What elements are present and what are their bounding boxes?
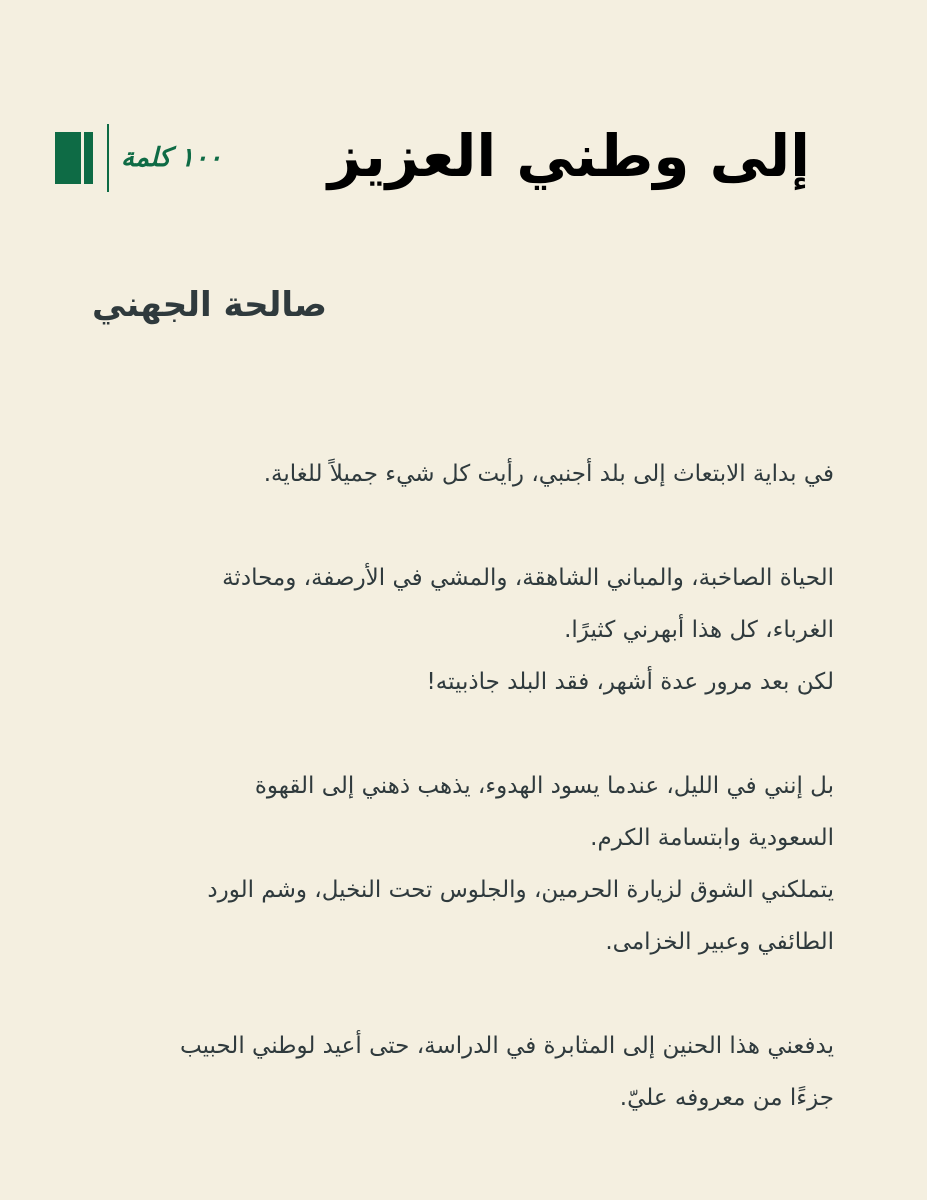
brand-logo bbox=[55, 120, 222, 196]
article-body bbox=[92, 448, 834, 1124]
body-line: الغرباء، كل هذا أبهرني كثيرًا. bbox=[564, 617, 834, 643]
body-line: يتملكني الشوق لزيارة الحرمين، والجلوس تحت النخيل، وشم الورد bbox=[207, 877, 834, 903]
body-line: الطائفي وعبير الخزامى. bbox=[605, 929, 834, 955]
brand-divider bbox=[107, 124, 109, 192]
body-line: الحياة الصاخبة، والمباني الشاهقة، والمشي في الأرصفة، ومحادثة bbox=[222, 565, 834, 591]
body-line: جزءًا من معروفه عليّ. bbox=[619, 1085, 834, 1111]
article-title: إلى وطني العزيز bbox=[327, 122, 810, 190]
brand-label: ١٠٠ كلمة bbox=[121, 143, 222, 173]
header bbox=[55, 110, 835, 210]
body-line: في بداية الابتعاث إلى بلد أجنبي، رأيت كل شيء جميلاً للغاية. bbox=[263, 461, 834, 487]
body-line: يدفعني هذا الحنين إلى المثابرة في الدراسة، حتى أعيد لوطني الحبيب bbox=[180, 1033, 834, 1059]
author-name: صالحة الجهني bbox=[92, 285, 327, 325]
body-line: بل إنني في الليل، عندما يسود الهدوء، يذهب ذهني إلى القهوة bbox=[254, 773, 834, 799]
body-line: السعودية وابتسامة الكرم. bbox=[590, 825, 834, 851]
book-icon bbox=[55, 132, 93, 184]
body-line: لكن بعد مرور عدة أشهر، فقد البلد جاذبيته! bbox=[426, 669, 834, 695]
